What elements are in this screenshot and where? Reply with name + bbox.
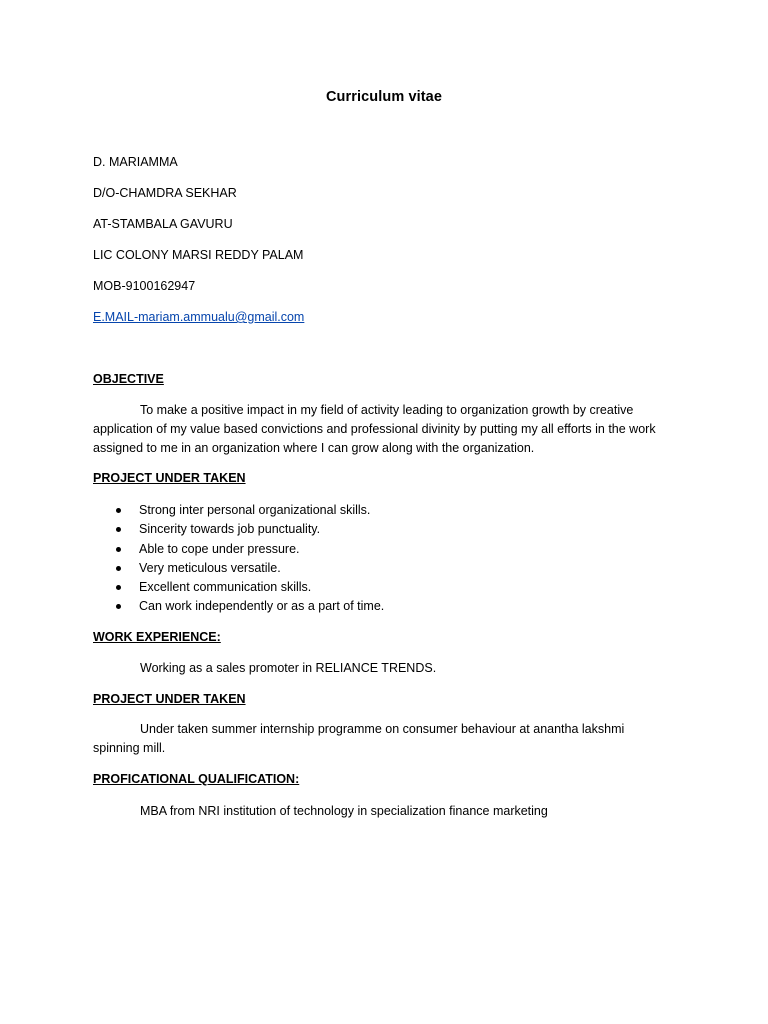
contact-name: D. MARIAMMA xyxy=(93,155,178,169)
objective-text: To make a positive impact in my field of activity leading to organization growth by creative application of my value based convictions and professional divinity by putting my all efforts in the work assigned to me in an organization where I can grow along with the organization. xyxy=(93,403,656,455)
contact-address-line1: AT-STAMBALA GAVURU xyxy=(93,217,233,231)
list-item xyxy=(93,540,384,559)
list-item xyxy=(93,578,384,597)
list-item xyxy=(93,597,384,616)
document-title: Curriculum vitae xyxy=(325,89,443,105)
bullet-icon xyxy=(116,527,121,532)
contact-address-line2: LIC COLONY MARSI REDDY PALAM xyxy=(93,248,304,262)
bullet-icon xyxy=(116,508,121,513)
list-item-text: Excellent communication skills. xyxy=(139,580,312,595)
bullet-icon xyxy=(116,547,121,552)
qualification-text: MBA from NRI institution of technology in specialization finance marketing xyxy=(140,804,548,818)
bullet-icon xyxy=(116,604,121,609)
contact-mobile: MOB-9100162947 xyxy=(93,279,196,293)
bullet-icon xyxy=(116,566,121,571)
list-item-text: Able to cope under pressure. xyxy=(139,541,300,556)
qualification-heading: PROFICATIONAL QUALIFICATION: xyxy=(93,772,300,786)
project-text: Under taken summer internship programme on consumer behaviour at anantha lakshmi spinning mill. xyxy=(93,722,625,755)
work-experience-text: Working as a sales promoter in RELIANCE TRENDS. xyxy=(140,661,437,675)
contact-email-link[interactable]: E.MAIL-mariam.ammualu@gmail.com xyxy=(93,310,305,324)
objective-heading: OBJECTIVE xyxy=(93,372,164,386)
list-item xyxy=(93,520,384,539)
project-heading: PROJECT UNDER TAKEN xyxy=(93,692,246,706)
list-item xyxy=(93,501,384,520)
list-item-text: Strong inter personal organizational skills. xyxy=(139,503,371,517)
list-item-text: Very meticulous versatile. xyxy=(139,560,281,575)
list-item-text: Can work independently or as a part of time. xyxy=(139,599,385,614)
contact-parent: D/O-CHAMDRA SEKHAR xyxy=(93,186,237,200)
work-experience-heading: WORK EXPERIENCE: xyxy=(93,630,221,644)
bullet-icon xyxy=(116,585,121,590)
list-item xyxy=(93,559,384,578)
skills-heading: PROJECT UNDER TAKEN xyxy=(93,471,246,485)
list-item-text: Sincerity towards job punctuality. xyxy=(139,522,321,537)
skills-list xyxy=(93,501,384,617)
